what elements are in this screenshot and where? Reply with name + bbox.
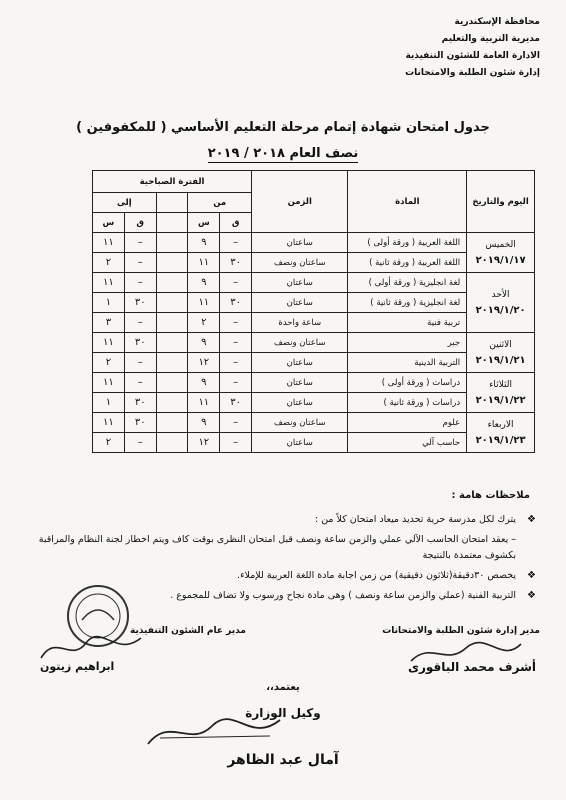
subject-cell: لغة انجليزية ( ورقة أولى ) [348,273,467,293]
signature-title-right: مدير إدارة شئون الطلبة والامتحانات [382,626,540,636]
table-row [93,413,535,433]
header-sep2 [156,213,188,233]
to-minutes-cell: – [124,433,156,453]
from-minutes-cell: – [220,333,252,353]
to-minutes-cell: ٣٠ [124,393,156,413]
from-minutes-cell: – [220,413,252,433]
to-hour-cell: ١ [93,393,125,413]
to-hour-cell: ١١ [93,233,125,253]
subject-cell: جبر [348,333,467,353]
separator-cell [156,313,188,333]
day-date-cell [467,333,535,373]
from-hour-cell: ١١ [188,253,220,273]
separator-cell [156,413,188,433]
to-hour-cell: ٢ [93,353,125,373]
to-minutes-cell: – [124,273,156,293]
from-hour-cell: ٩ [188,273,220,293]
from-minutes-cell: – [220,313,252,333]
separator-cell [156,273,188,293]
duration-cell: ساعتان [252,393,348,413]
subject-cell: دراسات ( ورقة أولى ) [348,373,467,393]
table-row [93,273,535,293]
from-minutes-cell: ٣٠ [220,393,252,413]
to-minutes-cell: ٣٠ [124,293,156,313]
handwritten-signature-left-icon [36,628,146,668]
approval-label: يعتمد،، [266,682,300,693]
separator-cell [156,293,188,313]
governorate: محافظة الإسكندرية [454,17,540,27]
from-minutes-cell: ٣٠ [220,293,252,313]
header-morning-period: الفترة الصباحية [93,171,252,193]
from-hour-cell: ٢ [188,313,220,333]
subject-cell: دراسات ( ورقة ثانية ) [348,393,467,413]
duration-cell: ساعتان ونصف [252,413,348,433]
header-to-s: س [93,213,125,233]
from-hour-cell: ٩ [188,333,220,353]
letterhead [405,14,540,82]
handwritten-signature-right-icon [406,636,526,670]
to-hour-cell: ١١ [93,373,125,393]
directorate: مديرية التربية والتعليم [441,34,540,44]
subject-cell: لغة انجليزية ( ورقة ثانية ) [348,293,467,313]
from-hour-cell: ٩ [188,233,220,253]
duration-cell: ساعتان [252,433,348,453]
to-minutes-cell: – [124,253,156,273]
note-item: ❖ التربية الفنية (عملي والزمن ساعة ونصف ) وهى مادة نجاح ورسوب ولا تضاف للمجموع . [26,588,546,604]
header-to-q: ق [124,213,156,233]
separator-cell [156,353,188,373]
from-hour-cell: ١٢ [188,353,220,373]
deputy-title: وكيل الوزارة [245,706,321,720]
subject-cell: حاسب آلي [348,433,467,453]
to-minutes-cell: ٣٠ [124,413,156,433]
table-row [93,233,535,253]
check-bullet-icon: ❖ [527,590,536,601]
subject-cell: اللغة العربية ( ورقة أولى ) [348,233,467,253]
day-date-cell [467,273,535,333]
day-date-cell [467,373,535,413]
day-date: ٢٠١٩/١/٢١ [475,354,526,366]
day-name: الاثنين [489,339,512,350]
to-minutes-cell: ٣٠ [124,333,156,353]
from-minutes-cell: ٣٠ [220,253,252,273]
separator-cell [156,333,188,353]
schedule-table [92,170,535,453]
duration-cell: ساعتان [252,293,348,313]
school-year: نصف العام ٢٠١٨ / ٢٠١٩ [207,146,359,161]
duration-cell: ساعتان [252,233,348,253]
schedule-body [93,233,535,453]
notes-title: ملاحظات هامة : [451,490,530,501]
from-minutes-cell: – [220,233,252,253]
header-from-q: ق [220,213,252,233]
duration-cell: ساعتان ونصف [252,253,348,273]
to-minutes-cell: – [124,373,156,393]
header-from-s: س [188,213,220,233]
exams-admin: إدارة شئون الطلبة والامتحانات [405,68,540,78]
day-date-cell [467,413,535,453]
from-hour-cell: ١١ [188,393,220,413]
day-date-cell [467,233,535,273]
day-name: الثلاثاء [489,379,512,390]
to-hour-cell: ٣ [93,313,125,333]
day-name: الأحد [491,289,510,300]
day-name: الخميس [485,239,516,250]
table-row [93,333,535,353]
to-hour-cell: ١ [93,293,125,313]
day-date: ٢٠١٩/١/٢٢ [475,394,526,406]
duration-cell: ساعتان [252,373,348,393]
to-hour-cell: ١١ [93,333,125,353]
to-minutes-cell: – [124,353,156,373]
note-item: ❖ يترك لكل مدرسة حرية تحديد ميعاد امتحان كلاً من : [26,512,546,528]
separator-cell [156,373,188,393]
to-minutes-cell: – [124,313,156,333]
from-hour-cell: ٩ [188,373,220,393]
signature-name-left: ابراهيم زيتون [40,660,115,673]
from-minutes-cell: – [220,433,252,453]
subject-cell: اللغة العربية ( ورقة ثانية ) [348,253,467,273]
signature-name-right: أشرف محمد الباقورى [407,660,536,674]
to-hour-cell: ٢ [93,253,125,273]
handwritten-signature-deputy-icon [140,708,290,756]
to-hour-cell: ١١ [93,273,125,293]
deputy-name: آمال عبد الظاهر [227,752,339,768]
document-title: جدول امتحان شهادة إتمام مرحلة التعليم الأساسي ( للمكفوفين ) [76,120,490,135]
header-subject: المادة [348,171,467,233]
note-item: ❖ يخصص ٣٠دقيقة(ثلاثون دقيقية) من زمن اجابة مادة اللغة العربية للإملاء. [26,568,546,584]
check-bullet-icon: ❖ [527,570,536,581]
subject-cell: علوم [348,413,467,433]
to-minutes-cell: – [124,233,156,253]
day-date: ٢٠١٩/١/١٧ [475,254,526,266]
header-from: من [188,193,252,213]
from-hour-cell: ١٢ [188,433,220,453]
table-row [93,373,535,393]
day-date: ٢٠١٩/١/٢٠ [475,304,526,316]
header-sep [156,193,188,213]
subject-cell: تربية فنية [348,313,467,333]
to-hour-cell: ٢ [93,433,125,453]
general-admin: الادارة العامة للشئون التنفيذية [405,51,540,61]
from-minutes-cell: – [220,273,252,293]
separator-cell [156,233,188,253]
duration-cell: ساعتان ونصف [252,333,348,353]
signature-title-left: مدير عام الشئون التنفيذية [130,626,246,636]
to-hour-cell: ١١ [93,413,125,433]
check-bullet-icon: ❖ [527,514,536,525]
from-minutes-cell: – [220,353,252,373]
separator-cell [156,253,188,273]
from-hour-cell: ٩ [188,413,220,433]
from-minutes-cell: – [220,373,252,393]
day-name: الاربعاء [487,419,514,430]
from-hour-cell: ١١ [188,293,220,313]
separator-cell [156,393,188,413]
header-day-date: اليوم والتاريخ [467,171,535,233]
header-duration: الزمن [252,171,348,233]
day-date: ٢٠١٩/١/٢٣ [475,434,526,446]
duration-cell: ساعتان [252,273,348,293]
header-to: إلى [93,193,157,213]
separator-cell [156,433,188,453]
subject-cell: التربية الدينية [348,353,467,373]
duration-cell: ساعة واحدة [252,313,348,333]
duration-cell: ساعتان [252,353,348,373]
note-item: – يعقد امتحان الحاسب الآلي عملي والزمن ساعة ونصف قبل امتحان النظرى بوقت كاف ويتم اخطار لجنة النظام والمراقبة بكشوف معتمدة بالنتيجة [38,534,516,561]
